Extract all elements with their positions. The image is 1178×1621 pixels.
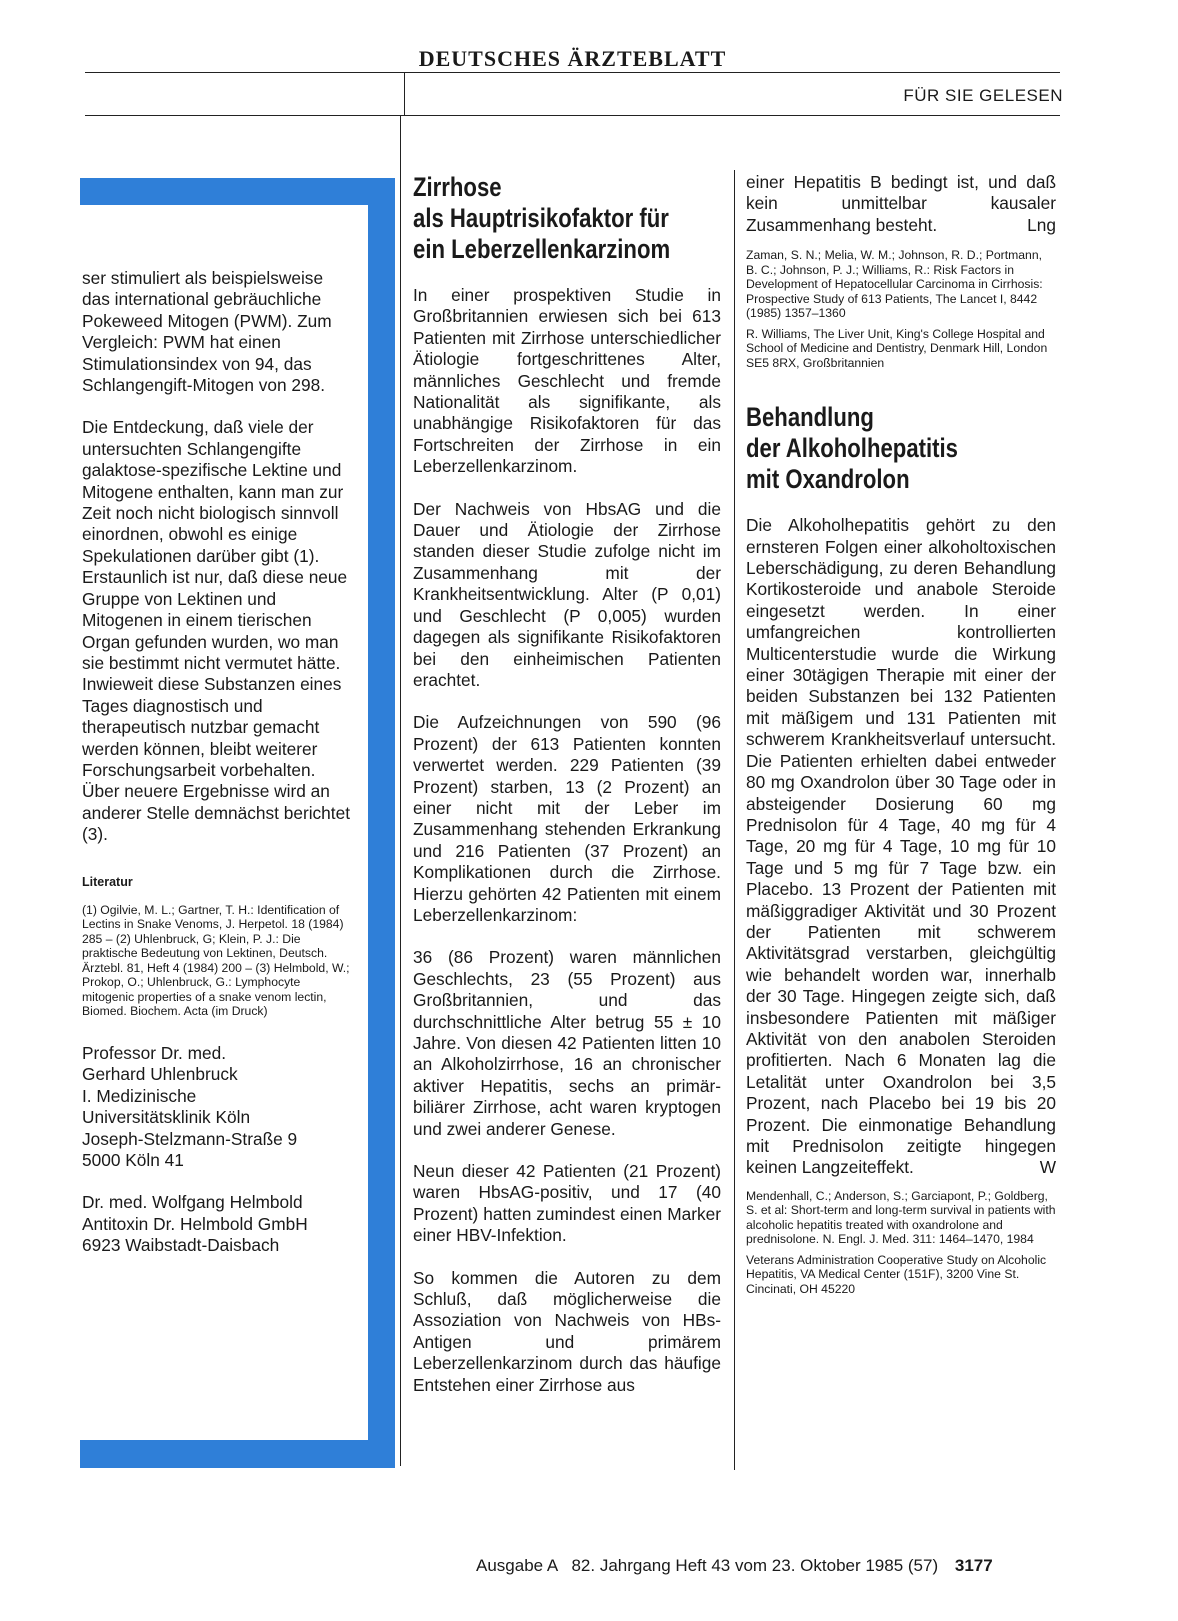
col2-paragraph-2: Der Nachweis von HbsAG und die Dauer und Ätiologie der Zirrhose standen dieser Studie zufolge nicht im Zusammenhang mit der Krankheitsentwicklung. Alter (P 0,01) und Geschlecht (P 0,005) wurden dagegen als signifikante Risikofaktoren bei den einheimischen Patienten erachtet. xyxy=(413,498,721,690)
literature-heading: Literatur xyxy=(82,874,133,889)
column-rule-1 xyxy=(400,116,401,1466)
column-1 xyxy=(82,268,350,1257)
col2-paragraph-1: In einer prospektiven Studie in Großbritannien erwiesen sich bei 613 Patienten mit Zirrhose unterschiedlicher Ätiologie fortgeschrittenes Alter, männliches Geschlecht und fremde Nationalität als signifikante, als unabhängige Risikofaktoren für das Fortschreiten der Zirrhose in ein Leberzellenkarzinom. xyxy=(413,285,721,477)
address-line: Dr. med. Wolfgang Helmbold xyxy=(82,1192,303,1213)
article-headline-cirrhosis: Zirrhose als Hauptrisikofaktor für ein Leberzellenkarzinom xyxy=(413,172,671,264)
column-3 xyxy=(746,172,1056,1296)
col2-paragraph-4: 36 (86 Prozent) waren männlichen Geschlechts, 23 (55 Prozent) aus Großbritannien, und das durchschnittliche Alter betrug 55 ± 10 Jahre. Von diesen 42 Patienten litten 10 an Alkoholzirrhose, 16 an chronischer aktiver Hepatitis, sechs an primär-biliärer Zirrhose, acht waren kryptogen und zwei anderer Genese. xyxy=(413,947,721,1139)
address-line: Professor Dr. med. xyxy=(82,1042,227,1063)
page-footer xyxy=(476,1556,993,1576)
header-divider xyxy=(404,72,405,116)
column-2 xyxy=(413,172,721,1396)
col3-paragraph-1 xyxy=(746,172,1056,236)
address-line: I. Medizinische xyxy=(82,1085,197,1106)
address-line: Antitoxin Dr. Helmbold GmbH xyxy=(82,1213,308,1234)
issue-info: Ausgabe A 82. Jahrgang Heft 43 vom 23. Oktober 1985 (57) xyxy=(476,1556,939,1575)
col1-paragraph-2: Die Entdeckung, daß viele der untersuchten Schlangengifte galaktose-spezifische Lektine und Mitogene enthalten, kann man zur Zeit noch nicht biologisch sinnvoll einordnen, obwohl es einige Spekulationen darüber gibt (1). Erstaunlich ist nur, daß diese neue Gruppe von Lektinen und Mitogenen in einem tierischen Organ gefunden wurden, wo man sie bestimmt nicht vermutet hätte. Inwieweit diese Substanzen eines Tages diagnostisch und therapeutisch nutzbar gemacht werden können, bleibt weiterer Forschungsarbeit vorbehalten. Über neuere Ergebnisse wird an anderer Stelle demnächst berichtet (3). xyxy=(82,417,351,845)
col2-paragraph-6: So kommen die Autoren zu dem Schluß, daß möglicherweise die Assoziation von Nachweis von HBs-Antigen und primärem Leberzellenkarzinom durch das häufige Entstehen einer Zirrhose aus xyxy=(413,1267,721,1395)
address-line: Joseph-Stelzmann-Straße 9 xyxy=(82,1128,298,1149)
header-rule-bottom xyxy=(85,115,1060,116)
col3-paragraph-2 xyxy=(746,515,1056,1179)
address-line: 5000 Köln 41 xyxy=(82,1150,184,1170)
article-headline-hepatitis: Behandlung der Alkoholhepatitis mit Oxandrolon xyxy=(746,402,958,495)
address-line: 6923 Waibstadt-Daisbach xyxy=(82,1235,280,1256)
col2-paragraph-3: Die Aufzeichnungen von 590 (96 Prozent) der 613 Patienten konnten verwertet werden. 229 Patienten (39 Prozent) starben, 13 (2 Prozent) an einer nicht mit der Leber im Zusammenhang stehenden Erkrankung und 216 Patienten (37 Prozent) an Komplikationen durch die Zirrhose. Hierzu gehörten 42 Patienten mit einem Leberzellenkarzinom: xyxy=(413,712,721,925)
address-line: Gerhard Uhlenbruck xyxy=(82,1064,238,1085)
header-rule-top xyxy=(85,72,1060,73)
address-line: Universitätsklinik Köln xyxy=(82,1107,251,1128)
author-signature: Lng xyxy=(1027,214,1056,235)
section-label: FÜR SIE GELESEN xyxy=(903,86,1063,105)
col3-paragraph-2-text: Die Alkoholhepatitis gehört zu den ernsteren Folgen einer alkoholtoxischen Leberschädigung, zu deren Behandlung Kortikosteroide und anabole Steroide eingesetzt werden. In einer umfangreichen kontrollierten Multicenterstudie wurde die Wirkung einer 30tägigen Therapie mit einer der beiden Substanzen bei 132 Patienten mit mäßigem und 131 Patienten mit schwerem Krankheitsverlauf untersucht. Die Patienten erhielten dabei entweder 80 mg Oxandrolon über 30 Tage oder in absteigender Dosierung 60 mg Prednisolon für 4 Tage, 40 mg für 4 Tage, 20 mg für 4 Tage, 10 mg für 10 Tage und 5 mg für 7 Tage bzw. ein Placebo. 13 Prozent der Patienten mit mäßiggradiger Aktivität und 30 Prozent der Patienten mit schwerem Aktivitätsgrad verstarben, gleichgültig wie behandelt worden war, innerhalb der 30 Tage. Hingegen zeigte sich, daß insbesondere Patienten mit mäßiger Aktivität von den anabolen Steroiden profitierten. Nach 6 Monaten lag die Letalität unter Oxandrolon bei 3,5 Prozent, nach Placebo bei 19 bis 20 Prozent. Die einmonatige Behandlung mit Prednisolon zeitigte hingegen keinen Langzeiteffekt. xyxy=(746,515,1056,1178)
col2-paragraph-5: Neun dieser 42 Patienten (21 Prozent) waren HbsAG-positiv, und 17 (40 Prozent) hatten zumindest einen Marker einer HBV-Infektion. xyxy=(413,1161,721,1246)
column-rule-2 xyxy=(734,170,735,1470)
page-number: 3177 xyxy=(954,1556,993,1575)
reference-1: Zaman, S. N.; Melia, W. M.; Johnson, R. D.; Portmann, B. C.; Johnson, P. J.; Williams, R.: Risk Factors in Development of Hepatocellular Carcinoma in Cirrhosis: Prospective Study of 613 Patients, The Lancet I, 8442 (1985) 1357–1360 xyxy=(746,248,1043,321)
reference-2: R. Williams, The Liver Unit, King's College Hospital and School of Medicine and Dentistry, Denmark Hill, London SE5 8RX, Großbritannien xyxy=(746,326,1048,370)
literature-text: (1) Ogilvie, M. L.; Gartner, T. H.: Identification of Lectins in Snake Venoms, J. Herpetol. 18 (1984) 285 – (2) Uhlenbruck, G; Klein, P. J.: Die praktische Bedeutung von Lektinen, Deutsch. Ärztebl. 81, Heft 4 (1984) 200 – (3) Helmbold, W.; Prokop, O.; Uhlenbruck, G.: Lymphocyte mitogenic properties of a snake venom lectin, Biomed. Biochem. Acta (im Druck) xyxy=(82,902,350,1019)
reference-4: Veterans Administration Cooperative Study on Alcoholic Hepatitis, VA Medical Center (151F), 3200 Vine St. Cincinati, OH 45220 xyxy=(746,1252,1047,1296)
col1-paragraph-1: ser stimuliert als beispielsweise das international gebräuchliche Pokeweed Mitogen (PWM). Zum Vergleich: PWM hat einen Stimulationsindex von 94, das Schlangengift-Mitogen von 298. xyxy=(82,268,332,396)
author-address-2 xyxy=(82,1192,350,1256)
masthead: DEUTSCHES ÄRZTEBLATT xyxy=(418,46,727,71)
reference-3: Mendenhall, C.; Anderson, S.; Garciapont, P.; Goldberg, S. et al: Short-term and long-term survival in patients with alcoholic hepatitis treated with oxandrolone and prednisolone. N. Engl. J. Med. 311: 1464–1470, 1984 xyxy=(746,1188,1056,1247)
col3-paragraph-1-text: einer Hepatitis B bedingt ist, und daß kein unmittelbar kausaler Zusammenhang besteht. xyxy=(746,172,1056,235)
author-address-1 xyxy=(82,1043,350,1171)
author-signature: W xyxy=(1039,1157,1056,1178)
